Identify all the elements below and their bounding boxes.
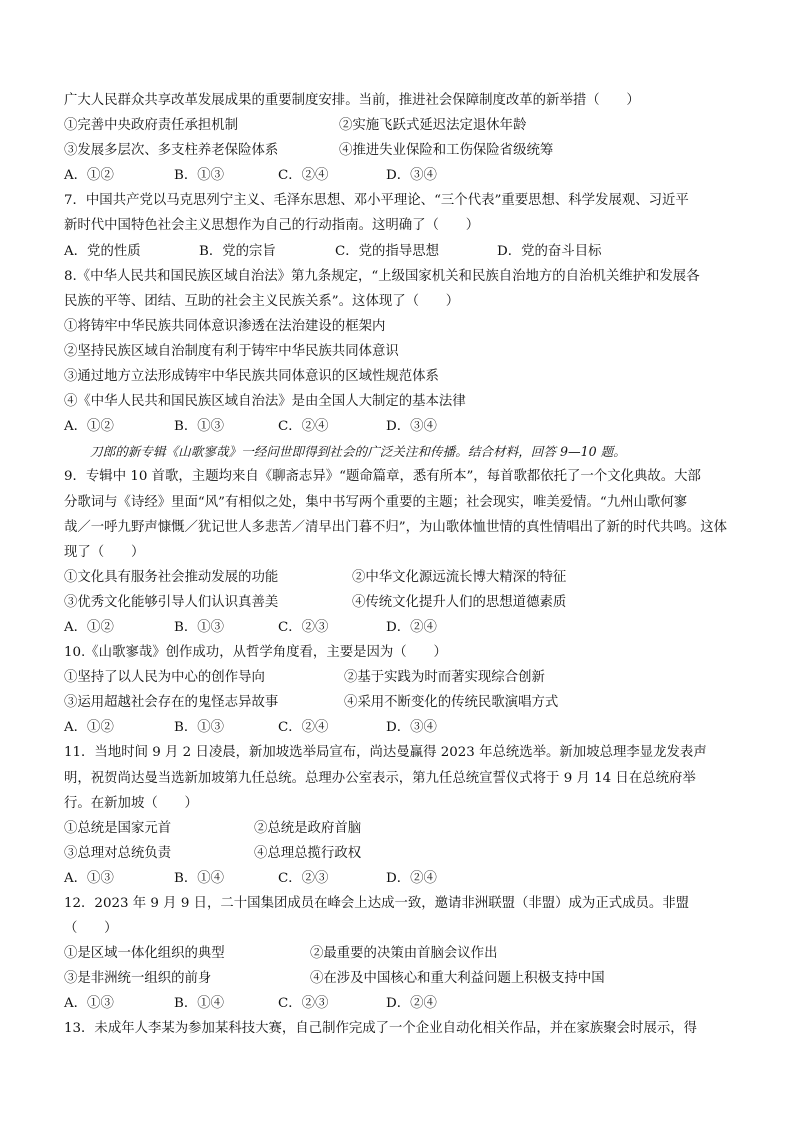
q6-answer-b: B．①③ [174, 168, 225, 184]
q11-stem-line3: 行。在新加坡（ ） [64, 795, 198, 811]
q9-answer-b: B．①③ [174, 619, 225, 635]
q8-statement-1: ①将铸牢中华民族共同体意识渗透在法治建设的框架内 [64, 318, 386, 334]
q12-answer-a: A．①③ [64, 996, 114, 1012]
q12-stem-line2: （ ） [64, 921, 118, 937]
q13-stem-line1: 13．未成年人李某为参加某科技大赛，自己制作完成了一个企业自动化相关作品，并在家族聚会时展示，得 [64, 1021, 698, 1037]
q10-answer-c: C．②④ [278, 720, 329, 736]
q6-statement-3: ③发展多层次、多支柱养老保险体系 [64, 143, 279, 159]
q11-statements-row1 [64, 816, 744, 841]
q6-statement-4: ④推进失业保险和工伤保险省级统筹 [339, 143, 554, 159]
q11-stem-line2: 明，祝贺尚达曼当选新加坡第九任总统。总理办公室表示，第九任总统宣誓仪式将于 9 月 14 日在总统府举 [64, 770, 696, 786]
q11-statement-2: ②总统是政府首脑 [254, 820, 362, 836]
q11-answer-c: C．②③ [278, 870, 329, 886]
q6-answer-c: C．②④ [278, 168, 329, 184]
q6-statement-2: ②实施飞跃式延迟法定退休年龄 [339, 118, 527, 134]
q10-statement-1: ①坚持了以人民为中心的创作导向 [64, 670, 265, 686]
q10-statement-3: ③运用超越社会存在的鬼怪志异故事 [64, 695, 279, 711]
q9-statement-2: ②中华文化源远流长博大精深的特征 [352, 569, 567, 585]
q9-answers [64, 615, 744, 640]
q12-statements-row2 [64, 966, 744, 991]
q11-statement-1: ①总统是国家元首 [64, 820, 172, 836]
q10-statement-2: ②基于实践为时而著实现综合创新 [344, 670, 545, 686]
q12-stem-line1: 12．2023 年 9 月 9 日，二十国集团成员在峰会上达成一致，邀请非洲联盟（非盟）成为正式成员。非盟 [64, 896, 690, 911]
q11-statement-4: ④总理总揽行政权 [254, 845, 362, 861]
q6-stem: 广大人民群众共享改革发展成果的重要制度安排。当前，推进社会保障制度改革的新举措（ ） [64, 93, 640, 108]
q8-answer-a: A．①② [64, 419, 114, 435]
q10-answer-b: B．①③ [174, 720, 225, 736]
q7-answer-d: D．党的奋斗目标 [497, 243, 602, 259]
q11-answer-a: A．①③ [64, 870, 114, 886]
q9-statement-3: ③优秀文化能够引导人们认识真善美 [64, 594, 279, 610]
q6-statement-1: ①完善中央政府责任承担机制 [64, 118, 239, 134]
exam-page [64, 88, 744, 1042]
q6-answer-a: A．①② [64, 168, 114, 184]
q11-answer-b: B．①④ [174, 870, 225, 886]
q9-stem-line3: 哉／一呼九野声慷慨／犹记世人多悲苦／清早出门暮不归”，为山歌体恤世情的真性情唱出了新的时代共鸣。这体 [64, 519, 727, 535]
material-note: 刀郎的新专辑《山歌寥哉》一经问世即得到社会的广泛关注和传播。结合材料，回答 9—10 题。 [90, 444, 626, 460]
q11-answer-d: D．②④ [386, 870, 437, 886]
q10-stem: 10.《山歌寥哉》创作成功，从哲学角度看，主要是因为（ ） [64, 645, 447, 661]
q8-answer-b: B．①③ [174, 419, 225, 435]
q8-statement-2: ②坚持民族区域自治制度有利于铸牢中华民族共同体意识 [64, 343, 399, 359]
q8-statement-3: ③通过地方立法形成铸牢中华民族共同体意识的区域性规范体系 [64, 369, 439, 385]
q6-answer-d: D．③④ [386, 168, 437, 184]
q12-answer-b: B．①④ [174, 996, 225, 1012]
q8-answers [64, 414, 744, 439]
q7-answer-a: A．党的性质 [64, 243, 141, 259]
q8-answer-c: C．②④ [278, 419, 329, 435]
q10-statements-row2 [64, 690, 744, 715]
q8-stem-line1: 8.《中华人民共和国民族区域自治法》第九条规定，“上级国家机关和民族自治地方的自治机关维护和发展各 [64, 268, 700, 284]
q12-statement-4: ④在涉及中国核心和重大利益问题上积极支持中国 [310, 971, 605, 987]
q11-statements-row2 [64, 841, 744, 866]
q6-statements-row2 [64, 138, 744, 163]
q12-answers [64, 991, 744, 1016]
q11-answers [64, 866, 744, 891]
q10-answer-a: A．①② [64, 720, 114, 736]
q11-statement-3: ③总理对总统负责 [64, 845, 172, 861]
q6-answers [64, 163, 744, 188]
q8-stem-line2: 民族的平等、团结、互助的社会主义民族关系”。这体现了（ ） [64, 293, 460, 309]
q12-statement-2: ②最重要的决策由首脑会议作出 [310, 946, 498, 962]
q10-statement-4: ④采用不断变化的传统民歌演唱方式 [344, 695, 559, 711]
q9-statement-1: ①文化具有服务社会推动发展的功能 [64, 569, 279, 585]
q11-stem-line1: 11．当地时间 9 月 2 日凌晨，新加坡选举局宣布，尚达曼赢得 2023 年总统选举。新加坡总理李显龙发表声 [64, 745, 707, 761]
q9-statements-row1 [64, 565, 744, 590]
q9-stem-line4: 现了（ ） [64, 544, 145, 560]
q12-statement-3: ③是非洲统一组织的前身 [64, 971, 212, 987]
q8-answer-d: D．③④ [386, 419, 437, 435]
q12-answer-d: D．②④ [386, 996, 437, 1012]
q12-statement-1: ①是区域一体化组织的典型 [64, 946, 225, 962]
q10-statements-row1 [64, 665, 744, 690]
q9-statement-4: ④传统文化提升人们的思想道德素质 [352, 594, 567, 610]
q12-answer-c: C．②③ [278, 996, 329, 1012]
q7-answers [64, 239, 744, 264]
q7-stem-line2: 新时代中国特色社会主义思想作为自己的行动指南。这明确了（ ） [64, 218, 480, 234]
q9-statements-row2 [64, 590, 744, 615]
q9-answer-d: D．②④ [386, 619, 437, 635]
q6-statements-row1 [64, 113, 744, 138]
q12-statements-row1 [64, 941, 744, 966]
q9-stem-line1: 9．专辑中 10 首歌，主题均来自《聊斋志异》“题命篇章，悉有所本”，每首歌都依托了一个文化典故。大部 [64, 469, 701, 485]
q10-answers [64, 715, 744, 740]
q7-answer-c: C．党的指导思想 [335, 243, 439, 259]
q7-stem-line1: 7．中国共产党以马克思列宁主义、毛泽东思想、邓小平理论、“三个代表”重要思想、科学发展观、习近平 [64, 193, 689, 209]
q10-answer-d: D．③④ [386, 720, 437, 736]
q7-answer-b: B．党的宗旨 [199, 243, 276, 259]
q9-answer-a: A．①② [64, 619, 114, 635]
q9-answer-c: C．②③ [278, 619, 329, 635]
q8-statement-4: ④《中华人民共和国民族区域自治法》是由全国人大制定的基本法律 [64, 394, 466, 410]
q9-stem-line2: 分歌词与《诗经》里面“风”有相似之处，集中书写两个重要的主题；社会现实，唯美爱情。“九州山歌何寥 [64, 494, 688, 510]
